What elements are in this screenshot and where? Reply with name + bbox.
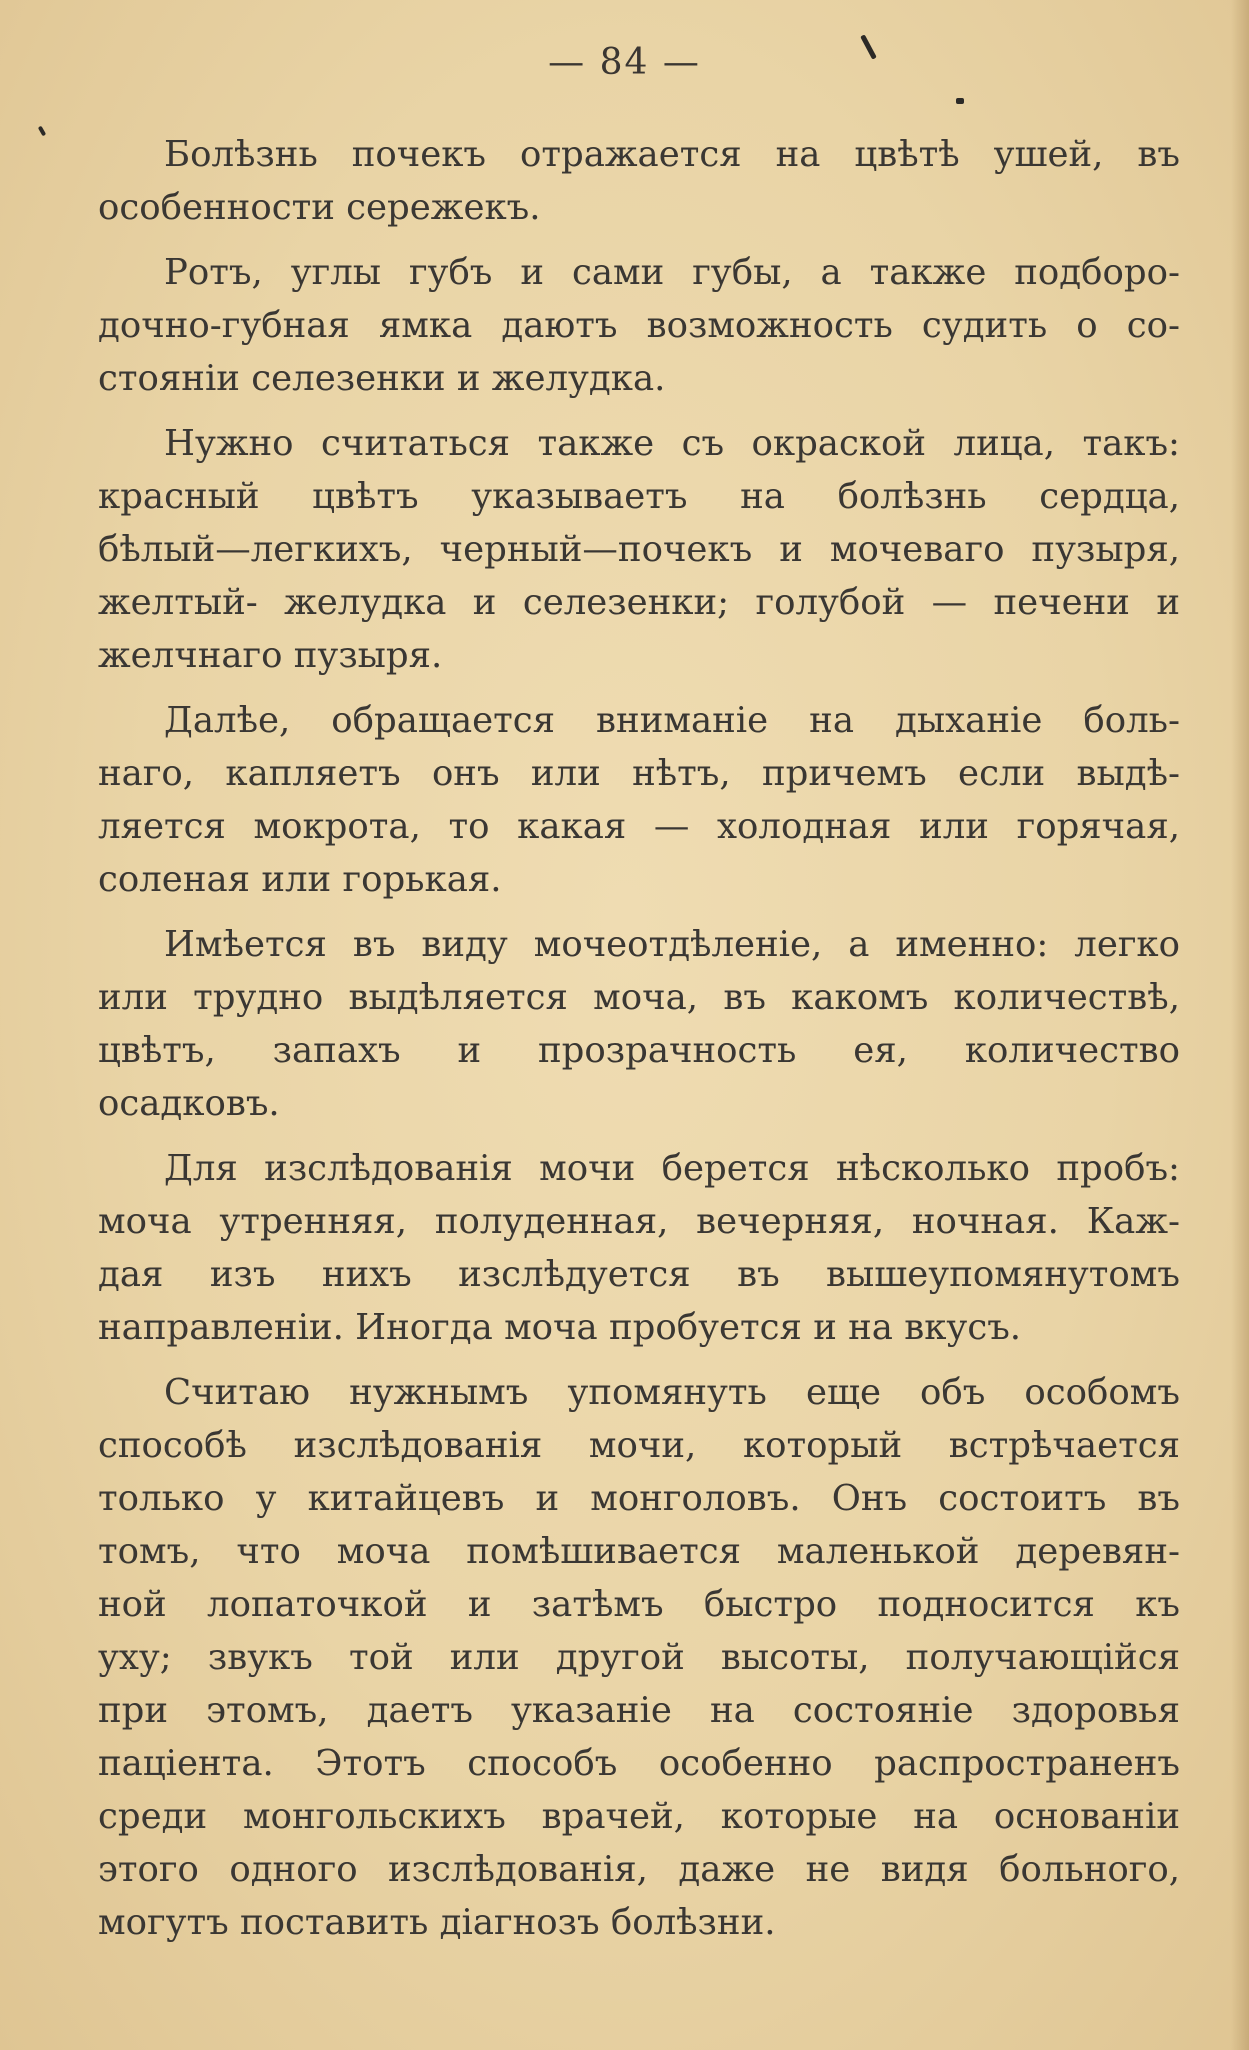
text-line: дая изъ нихъ изслѣдуется въ вышеупомянутомъ (98, 1254, 1180, 1295)
text-line: ляется мокрота, то какая — холодная или горячая, (98, 806, 1180, 847)
text-line: среди монгольскихъ врачей, которые на основаніи (98, 1796, 1180, 1837)
paragraph-6 (98, 1142, 1180, 1354)
text-line: желтый- желудка и селезенки; голубой — печени и (98, 582, 1180, 623)
ink-speck (38, 126, 46, 137)
text-line: бѣлый—легкихъ, черный—почекъ и мочеваго пузыря, (98, 529, 1180, 570)
text-line: особенности сережекъ. (98, 187, 541, 228)
text-line: только у китайцевъ и монголовъ. Онъ состоитъ въ (98, 1478, 1180, 1519)
text-line: Считаю нужнымъ упомянуть еще объ особомъ (164, 1372, 1180, 1413)
text-line: осадковъ. (98, 1083, 280, 1124)
ink-speck (956, 98, 964, 104)
paragraph-1 (98, 128, 1180, 234)
body-text (98, 128, 1180, 1961)
text-line: могутъ поставить діагнозъ болѣзни. (98, 1902, 776, 1943)
text-line: наго, капляетъ онъ или нѣтъ, причемъ если выдѣ- (98, 753, 1180, 794)
text-line: ной лопаточкой и затѣмъ быстро подносится къ (98, 1584, 1180, 1625)
text-line: Болѣзнь почекъ отражается на цвѣтѣ ушей, въ (164, 134, 1180, 175)
text-line: соленая или горькая. (98, 859, 502, 900)
paragraph-7 (98, 1366, 1180, 1949)
page-number: — 84 — (548, 42, 701, 83)
page-edge-shadow (1231, 0, 1249, 2050)
text-line: этого одного изслѣдованія, даже не видя больного, (98, 1849, 1180, 1890)
text-line: дочно-губная ямка даютъ возможность судить о со- (98, 305, 1180, 346)
text-line: способѣ изслѣдованія мочи, который встрѣчается (98, 1425, 1180, 1466)
text-line: при этомъ, даетъ указаніе на состояніе здоровья (98, 1690, 1180, 1731)
text-line: моча утренняя, полуденная, вечерняя, ночная. Каж- (98, 1201, 1180, 1242)
text-line: красный цвѣтъ указываетъ на болѣзнь сердца, (98, 476, 1180, 517)
text-line: или трудно выдѣляется моча, въ какомъ количествѣ, (98, 977, 1180, 1018)
text-line: Нужно считаться также съ окраской лица, такъ: (164, 423, 1180, 464)
text-line: Ротъ, углы губъ и сами губы, а также подборо- (164, 252, 1180, 293)
text-line: цвѣтъ, запахъ и прозрачность ея, количество (98, 1030, 1180, 1071)
paragraph-2 (98, 246, 1180, 405)
paragraph-3 (98, 417, 1180, 682)
text-line: Имѣется въ виду мочеотдѣленіе, а именно: легко (164, 924, 1180, 965)
text-line: уху; звукъ той или другой высоты, получающійся (98, 1637, 1180, 1678)
text-line: паціента. Этотъ способъ особенно распространенъ (98, 1743, 1180, 1784)
text-line: Далѣе, обращается вниманіе на дыханіе боль- (164, 700, 1180, 741)
text-line: томъ, что моча помѣшивается маленькой деревян- (98, 1531, 1180, 1572)
paragraph-4 (98, 694, 1180, 906)
text-line: направленіи. Иногда моча пробуется и на вкусъ. (98, 1307, 1022, 1348)
text-line: желчнаго пузыря. (98, 635, 443, 676)
text-line: стояніи селезенки и желудка. (98, 358, 666, 399)
text-line: Для изслѣдованія мочи берется нѣсколько пробъ: (164, 1148, 1180, 1189)
paragraph-5 (98, 918, 1180, 1130)
